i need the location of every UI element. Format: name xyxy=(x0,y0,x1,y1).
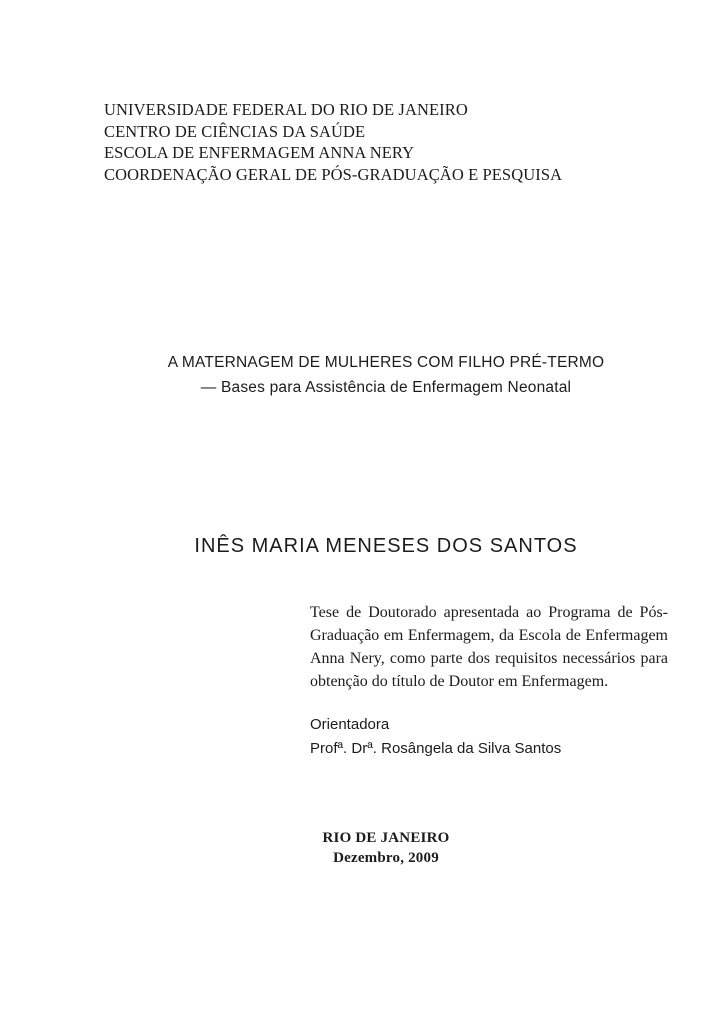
institution-line-coordination: COORDENAÇÃO GERAL DE PÓS-GRADUAÇÃO E PESQUISA xyxy=(104,164,563,184)
institution-header xyxy=(104,99,668,185)
author-name: INÊS MARIA MENESES DOS SANTOS xyxy=(194,535,578,557)
thesis-title-line2: — Bases para Assistência de Enfermagem Neonatal xyxy=(200,379,572,396)
advisor-name: Profª. Drª. Rosângela da Silva Santos xyxy=(310,740,562,757)
institution-line-school: ESCOLA DE ENFERMAGEM ANNA NERY xyxy=(104,143,415,162)
advisor-label: Orientadora xyxy=(310,716,390,733)
footer xyxy=(104,828,668,868)
thesis-title-line1: A MATERNAGEM DE MULHERES COM FILHO PRÉ-TERMO xyxy=(167,354,605,371)
footer-date: Dezembro, 2009 xyxy=(333,850,439,866)
footer-city: RIO DE JANEIRO xyxy=(322,830,450,846)
institution-line-center: CENTRO DE CIÊNCIAS DA SAÚDE xyxy=(104,121,366,141)
institution-line-university: UNIVERSIDADE FEDERAL DO RIO DE JANEIRO xyxy=(104,100,468,119)
thesis-title xyxy=(104,350,668,400)
advisor-block xyxy=(310,713,670,761)
thesis-presentation-note: Tese de Doutorado apresentada ao Programa de Pós-Graduação em Enfermagem, da Escola de Enfermagem Anna Nery, como parte dos requisitos necessários para obtenção do título de Doutor em Enfermagem. xyxy=(310,604,668,690)
